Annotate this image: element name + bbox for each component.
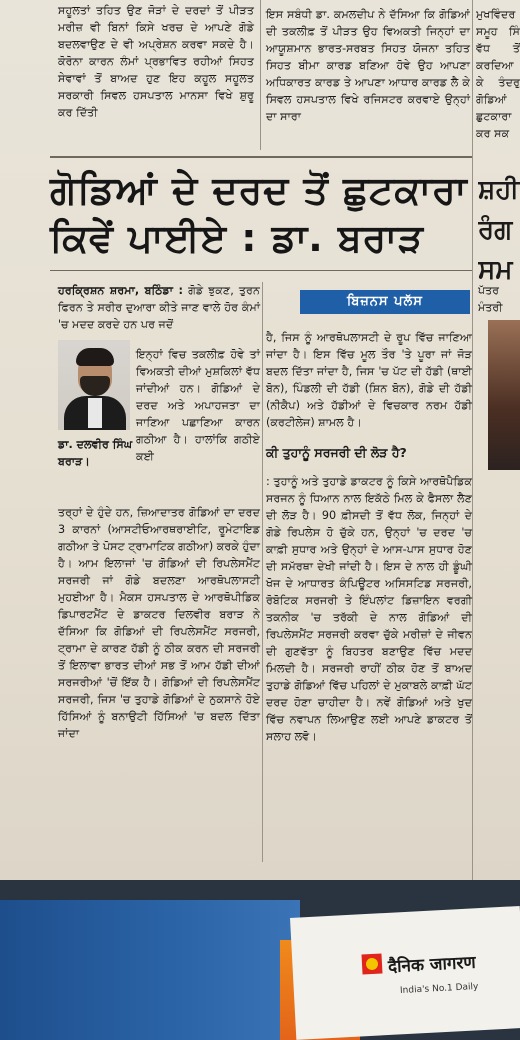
photo-wrap-text: ਇਨ੍ਹਾਂ ਵਿਚ ਤਕਲੀਫ਼ ਹੋਵੇ ਤਾਂ ਵਿਅਕਤੀ ਦੀਆਂ ਮੁਸ਼ਕਿਲਾਂ ਵੱਧ ਜਾਂਦੀਆਂ ਹਨ। ਗੋਡਿਆਂ ਦੇ ਦਰਦ ਅਤੇ ਅਪਾਹਜਤਾ ਦਾ ਜਾਣਿਆ ਪਛਾਣਿਆ ਕਾਰਨ ਗਠੀਆ ਹੈ। ਹਾਲਾਂਕਿ ਗਠੀਏ ਕਈ bbox=[136, 348, 260, 463]
photo-caption: ਡਾ. ਦਲਵੀਰ ਸਿੰਘ ਬਰਾੜ। bbox=[58, 438, 133, 468]
body-column-2-text-2: : ਤੁਹਾਨੂੰ ਅਤੇ ਤੁਹਾਡੇ ਡਾਕਟਰ ਨੂੰ ਕਿਸੇ ਆਰਥੋਪੈਡਿਕ ਸਰਜਨ ਨੂੰ ਧਿਆਨ ਨਾਲ ਇਕੱਠੇ ਮਿਲ ਕੇ ਫੈਸਲਾ ਲੈਣ ਦੀ ਲੋੜ ਹੈ। 90 ਫ਼ੀਸਦੀ ਤੋਂ ਵੱਧ ਲੋਕ, ਜਿਨ੍ਹਾਂ ਦੇ ਗੋਡੇ ਰਿਪਲੇਸ ਹੋ ਚੁੱਕੇ ਹਨ, ਉਨ੍ਹਾਂ 'ਚ ਦਰਦ 'ਚ ਕਾਫ਼ੀ ਸੁਧਾਰ ਅਤੇ ਉਨ੍ਹਾਂ ਦੇ ਆਸ-ਪਾਸ ਸੁਧਾਰ ਹੋਣ ਦੀ ਸਮੱਰਥਾ ਦੇਖੀ ਜਾਂਦੀ ਹੈ। ਇਸ ਦੇ ਨਾਲ ਹੀ ਡੂੰਘੀ ਖੋਜ ਦੇ ਆਧਾਰਤ ਕੰਪਿਊਟਰ ਅਸਿਸਟਿਡ ਸਰਜਰੀ, ਰੋਬੋਟਿਕ ਸਰਜਰੀ ਤੇ ਇੰਪਲਾਂਟ ਡਿਜ਼ਾਇਨ ਵਰਗੀ ਤਕਨੀਕ 'ਚ ਤਰੱਕੀ ਦੇ ਨਾਲ ਗੋਡਿਆਂ ਦੀ ਰਿਪਲੇਸਮੈਂਟ ਸਰਜਰੀ ਕਰਵਾ ਚੁੱਕੇ ਮਰੀਜ਼ਾਂ ਦੇ ਜੀਵਨ ਦੀ ਗੁਣਵੱਤਾ ਨੂੰ ਬਿਹਤਰ ਬਣਾਉਣ ਵਿੱਚ ਮਦਦ ਮਿਲਦੀ ਹੈ। ਸਰਜਰੀ ਰਾਹੀਂ ਠੀਕ ਹੋਣ ਤੋਂ ਬਾਅਦ ਤੁਹਾਡੇ ਗੋਡਿਆਂ ਵਿੱਚ ਪਹਿਲਾਂ ਦੇ ਮੁਕਾਬਲੇ ਕਾਫ਼ੀ ਘੱਟ ਦਰਦ ਹੋਣਾ ਚਾਹੀਦਾ ਹੈ। ਨਵੇਂ ਗੋਡਿਆਂ ਅਤੇ ਖੁਦ ਵਿੱਚ ਨਵਾਪਨ ਲਿਆਉਣ ਲਈ ਆਪਣੇ ਡਾਕਟਰ ਤੋਂ ਸਲਾਹ ਲਵੋ। bbox=[266, 475, 472, 744]
masthead-logo-icon bbox=[361, 953, 382, 974]
byline: ਹਰਕ੍ਰਿਸ਼ਨ ਸ਼ਰਮਾ, ਬਠਿੰਡਾ : bbox=[58, 284, 183, 297]
column-divider bbox=[262, 282, 263, 862]
adjacent-photo bbox=[488, 320, 520, 470]
column-divider bbox=[472, 0, 473, 880]
masthead-name: दैनिक जागरण bbox=[387, 952, 477, 978]
masthead-tagline: India's No.1 Daily bbox=[399, 981, 479, 997]
author-photo bbox=[58, 340, 130, 430]
top-right-text: ਮੁਖਵਿੰਦਰ ਸਮੂਹ ਸਿੰ ਵੱਧ ਤੋਂ ਕਰਦਿਆ ਕੇ ਤੰਦਰੁ ਗੋਡਿਆਂ ਛੁਟਕਾਰਾ ਕਰ ਸਕ bbox=[476, 8, 520, 140]
article-headline bbox=[50, 166, 470, 262]
section-badge: ਬਿਜ਼ਨਸ ਪਲੱਸ bbox=[300, 290, 470, 314]
headline-rule bbox=[50, 270, 472, 271]
section-rule bbox=[50, 156, 472, 158]
headline-line-1: ਗੋਡਿਆਂ ਦੇ ਦਰਦ ਤੋਂ ਛੁਟਕਾਰਾ bbox=[50, 168, 468, 212]
top-middle-column bbox=[266, 6, 470, 125]
headline-line-2: ਕਿਵੇਂ ਪਾਈਏ : ਡਾ. ਬਰਾੜ bbox=[50, 216, 424, 260]
top-right-column bbox=[476, 6, 520, 142]
byline-paragraph bbox=[58, 282, 260, 333]
column-divider bbox=[260, 0, 261, 150]
subheading: ਕੀ ਤੁਹਾਨੂੰ ਸਰਜਰੀ ਦੀ ਲੋੜ ਹੈ? bbox=[266, 444, 407, 460]
top-left-text: ਸਹੂਲਤਾਂ ਤਹਿਤ ਉਣ ਜੋੜਾਂ ਦੇ ਦਰਦਾਂ ਤੋਂ ਪੀੜਤ ਮਰੀਜ਼ ਵੀ ਬਿਨਾਂ ਕਿਸੇ ਖਰਚ ਦੇ ਆਪਣੇ ਗੋਡੇ ਬਦਲਵਾਉਣ ਦੇ ਵੀ ਅਪ੍ਰੇਸ਼ਨ ਕਰਵਾ ਸਕਦੇ ਹੈ। ਕੋਰੋਨਾ ਕਾਰਨ ਲੰਮਾਂ ਪ੍ਰਭਾਵਿਤ ਰਹੀਆਂ ਸਿਹਤ ਸੇਵਾਵਾਂ ਤੋਂ ਬਾਅਦ ਹੁਣ ਇਹ ਕਹੂਲ ਸਹੂਲਤ ਸਰਕਾਰੀ ਸਿਵਲ ਹਸਪਤਾਲ ਮਾਨਸਾ ਵਿਖੇ ਸ਼ੁਰੂ ਕਰ ਦਿੱਤੀ bbox=[58, 4, 254, 119]
adjacent-headline: ਸ਼ਹੀ ਰੰਗ ਸਮ bbox=[478, 175, 520, 285]
top-mid-text: ਇਸ ਸਬੰਧੀ ਡਾ. ਕਮਲਦੀਪ ਨੇ ਦੱਸਿਆ ਕਿ ਗੋਡਿਆਂ ਦੀ ਤਕਲੀਫ਼ ਤੋਂ ਪੀੜਤ ਉਹ ਵਿਅਕਤੀ ਜਿਨ੍ਹਾਂ ਦਾ ਆਯੂਸ਼ਮਾਨ ਭਾਰਤ-ਸਰਬਤ ਸਿਹਤ ਯੋਜਨਾ ਤਹਿਤ ਸਿਹਤ ਬੀਮਾ ਕਾਰਡ ਬਣਿਆ ਹੋਵੇ ਉਹ ਆਪਣਾ ਅਧਿਕਾਰਤ ਕਾਰਡ ਤੇ ਆਪਣਾ ਆਧਾਰ ਕਾਰਡ ਲੈ ਕੇ ਸਿਵਲ ਹਸਪਤਾਲ ਵਿਖੇ ਰਜਿਸਟਰ ਕਰਵਾਏ ਉਨ੍ਹਾਂ ਦਾ ਸਾਰਾ bbox=[266, 8, 470, 123]
blue-background bbox=[0, 900, 300, 1040]
body-column-1: ਤਰ੍ਹਾਂ ਦੇ ਹੁੰਦੇ ਹਨ, ਜ਼ਿਆਦਾਤਰ ਗੋਡਿਆਂ ਦਾ ਦਰਦ 3 ਕਾਰਨਾਂ (ਆਸਟੀਓਆਰਥਰਾਈਟਿ, ਰੂਮੇਟਾਇਡ ਗਠੀਆ ਤੇ ਪੋਸਟ ਟ੍ਰਾਮਾਟਿਕ ਗਠੀਆ) ਕਰਕੇ ਹੁੰਦਾ ਹੈ। ਆਮ ਇਲਾਜਾਂ 'ਚ ਗੋਡਿਆਂ ਦੀ ਰਿਪਲੇਸਮੈਂਟ ਸਰਜਰੀ ਜਾਂ ਗੋਡੇ ਬਦਲਣਾ ਆਰਥੋਪਲਾਸਟੀ ਮੁਹਈਆ ਹੈ। ਮੈਕਸ ਹਸਪਤਾਲ ਦੇ ਆਰਥੋਪੀਡਿਕ ਡਿਪਾਰਟਮੈਂਟ ਦੇ ਡਾਕਟਰ ਦਿਲਵੀਰ ਬਰਾੜ ਨੇ ਦੱਸਿਆ ਕਿ ਗੋਡਿਆਂ ਦੀ ਰਿਪਲੇਸਮੈਂਟ ਸਰਜਰੀ, ਟ੍ਰਾਮਾ ਦੇ ਕਾਰਣ ਹੱਡੀ ਨੂੰ ਠੀਕ ਕਰਨ ਦੀ ਸਰਜਰੀ ਤੋਂ ਇਲਾਵਾ ਭਾਰਤ ਦੀਆਂ ਸਭ ਤੋਂ ਆਮ ਹੱਡੀ ਦੀਆਂ ਸਰਜਰੀਆਂ 'ਚੋਂ ਇੱਕ ਹੈ। ਗੋਡਿਆਂ ਦੀ ਰਿਪਲੇਸਮੈਂਟ ਸਰਜਰੀ, ਜਿਸ 'ਚ ਤੁਹਾਡੇ ਗੋਡਿਆਂ ਦੇ ਨੁਕਸਾਨੇ ਹੋਏ ਹਿੱਸਿਆਂ ਨੂੰ ਬਨਾਉਟੀ ਹਿੱਸਿਆਂ 'ਚ ਬਦਲ ਦਿੱਤਾ ਜਾਂਦਾ bbox=[58, 506, 260, 740]
top-left-column bbox=[58, 2, 254, 121]
intro-text: ਗੋਡੇ ਝੁਕਣ, ਤੁਰਨ ਫਿਰਨ ਤੇ ਸਰੀਰ ਦੁਆਰਾ ਕੀਤੇ ਜਾਣ ਵਾਲੇ ਹੋਰ ਕੰਮਾਂ 'ਚ ਮਦਦ ਕਰਦੇ ਹਨ ਪਰ ਜਦੋਂ bbox=[58, 284, 260, 331]
body-column-2-text: ਹੈ, ਜਿਸ ਨੂੰ ਆਰਥੋਪਲਾਸਟੀ ਦੇ ਰੂਪ ਵਿੱਚ ਜਾਣਿਆ ਜਾਂਦਾ ਹੈ। ਇਸ ਵਿੱਚ ਮੂਲ ਤੌਰ 'ਤੇ ਪੂਰਾ ਜਾਂ ਜੋੜ ਬਦਲ ਦਿੱਤਾ ਜਾਂਦਾ ਹੈ, ਜਿਸ 'ਚ ਪੱਟ ਦੀ ਹੱਡੀ (ਥਾਈ ਬੋਨ), ਪਿੰਡਲੀ ਦੀ ਹੱਡੀ (ਸ਼ਿਨ ਬੋਨ), ਗੋਡੇ ਦੀ ਹੱਡੀ (ਨੀਕੈਪ) ਅਤੇ ਹੱਡੀਆਂ ਦੇ ਵਿਚਕਾਰ ਨਰਮ ਹੱਡੀ (ਕਰਟੀਲੇਜ) ਸ਼ਾਮਲ ਹੈ। bbox=[266, 331, 472, 430]
adjacent-article-text: ਪੱਤਰ ਮੰਤਰੀ bbox=[478, 284, 503, 314]
body-column-2 bbox=[266, 318, 472, 756]
